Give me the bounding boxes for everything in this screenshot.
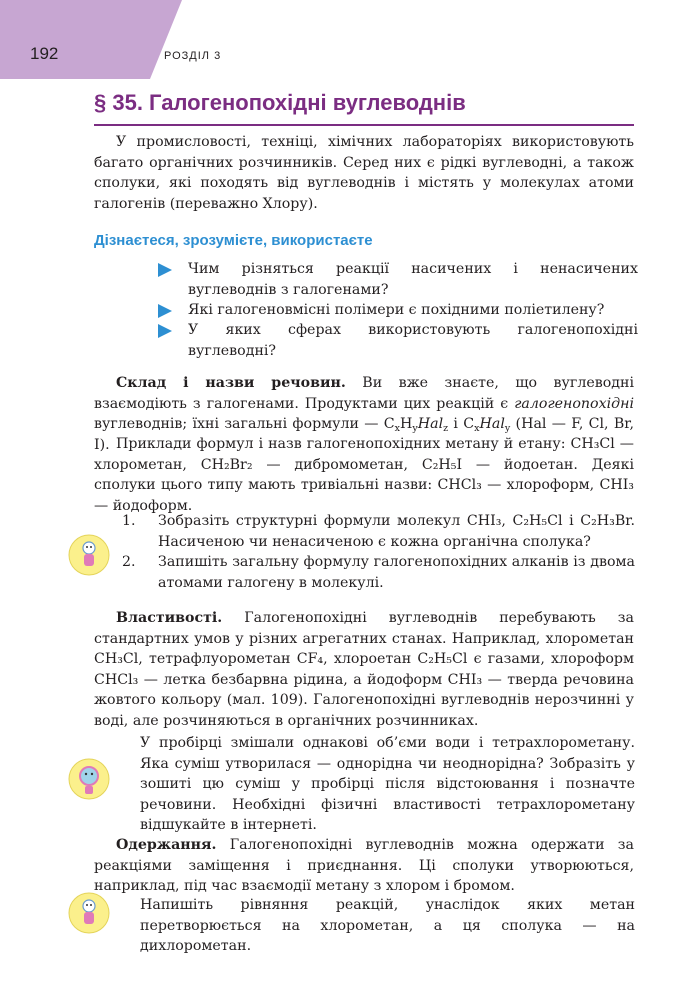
learn-heading: Дізнаєтеся, зрозумієте, використаєте — [94, 232, 373, 249]
page-number: 192 — [30, 44, 59, 63]
experiment-task: У пробірці змішали однакові об’єми води і тетрахлорометану. Яка суміш утворилася — однорідна чи неоднорідна? Зобразіть у зошиті цю суміш у пробірці після відстоювання і позначте речовини. Необхідні фізичні властивості тетрахлорометану відшукайте в інтернеті. — [140, 735, 635, 833]
composition-heading: Склад і назви речовин. — [116, 375, 346, 391]
properties-paragraph: Властивості. Галогенопохідні вуглеводнів перебувають за стандартних умов у різних агрегатних станах. Наприклад, хлорометан CH₃Cl, тетрафлуорометан CF₄, хлороетан C₂H₅Cl є газами, хлороформ CHCl₃ — летка безбарвна рідина, а йодоформ CHI₃ — тверда речовина жовтого кольору (мал. 109). Галогенопохідні вуглеводнів нерозчинні у воді, але розчиняються в органічних розчинниках. — [94, 610, 634, 729]
intro-paragraph: У промисловості, техніці, хімічних лабораторіях використовують багато органічних розчинників. Серед них є рідкі вуглеводні, а також сполуки, які походять від вуглеводнів і містять у молекулах атоми галогенів (переважно Хлору). — [94, 134, 634, 212]
bullet-triangle-icon — [158, 263, 172, 277]
title-rule — [94, 124, 634, 126]
experiment-icon — [68, 758, 110, 800]
formula-examples-paragraph: Приклади формул і назв галогенопохідних метану й етану: CH₃Cl — хлорометан, CH₂Br₂ — дибромометан, C₂H₅I — йодоетан. Деякі сполуки цього типу мають тривіальні назви: CHCl₃ — хлороформ, CHI₃ — йодоформ. — [94, 436, 634, 514]
chemist-icon — [68, 892, 110, 934]
question-item — [158, 320, 638, 361]
properties-heading: Властивості. — [116, 610, 223, 626]
question-text: Які галогеновмісні полімери є похідними поліетилену? — [188, 302, 605, 318]
task-item: 1. Зобразіть структурні формули молекул CHI₃, C₂H₅Cl і C₂H₃Br. Насиченою чи ненасиченою є кожна органічна сполука? — [122, 513, 635, 550]
section-label: РОЗДІЛ 3 — [164, 50, 222, 62]
obtaining-paragraph: Одержання. Галогенопохідні вуглеводнів можна одержати за реакціями заміщення і приєднання. Ці сполуки утворюються, наприклад, під час взаємодії метану з хлором і бромом. — [94, 837, 634, 894]
question-item — [158, 259, 638, 300]
chemist-icon — [68, 534, 110, 576]
obtaining-heading: Одержання. — [116, 837, 217, 853]
bullet-triangle-icon — [158, 324, 172, 338]
task-list — [122, 511, 635, 593]
bullet-triangle-icon — [158, 304, 172, 318]
composition-paragraph: Склад і назви речовин. Ви вже знаєте, що вуглеводні взаємодіють з галогенами. Продуктами цих реакцій є галогенопохідні вуглеводнів; їхні загальні формули — $C_xH_yHal_z$ і $C_xHal_y$ (Hal — F, Cl, Br, I). — [94, 375, 634, 453]
question-item — [158, 300, 638, 321]
header-band — [0, 0, 695, 79]
question-text: Чим різняться реакції насичених і ненасичених вуглеводнів з галогенами? — [188, 261, 638, 298]
question-text: У яких сферах використовують галогенопохідні вуглеводні? — [188, 322, 638, 359]
task-item: 2. Запишіть загальну формулу галогенопохідних алканів із двома атомами галогену в молекулі. — [122, 554, 635, 591]
page-title: § 35. Галогенопохідні вуглеводнів — [94, 90, 466, 115]
final-task: Напишіть рівняння реакцій, унаслідок яких метан перетворюється на хлорометан, а ця сполука — на дихлорометан. — [140, 897, 635, 954]
